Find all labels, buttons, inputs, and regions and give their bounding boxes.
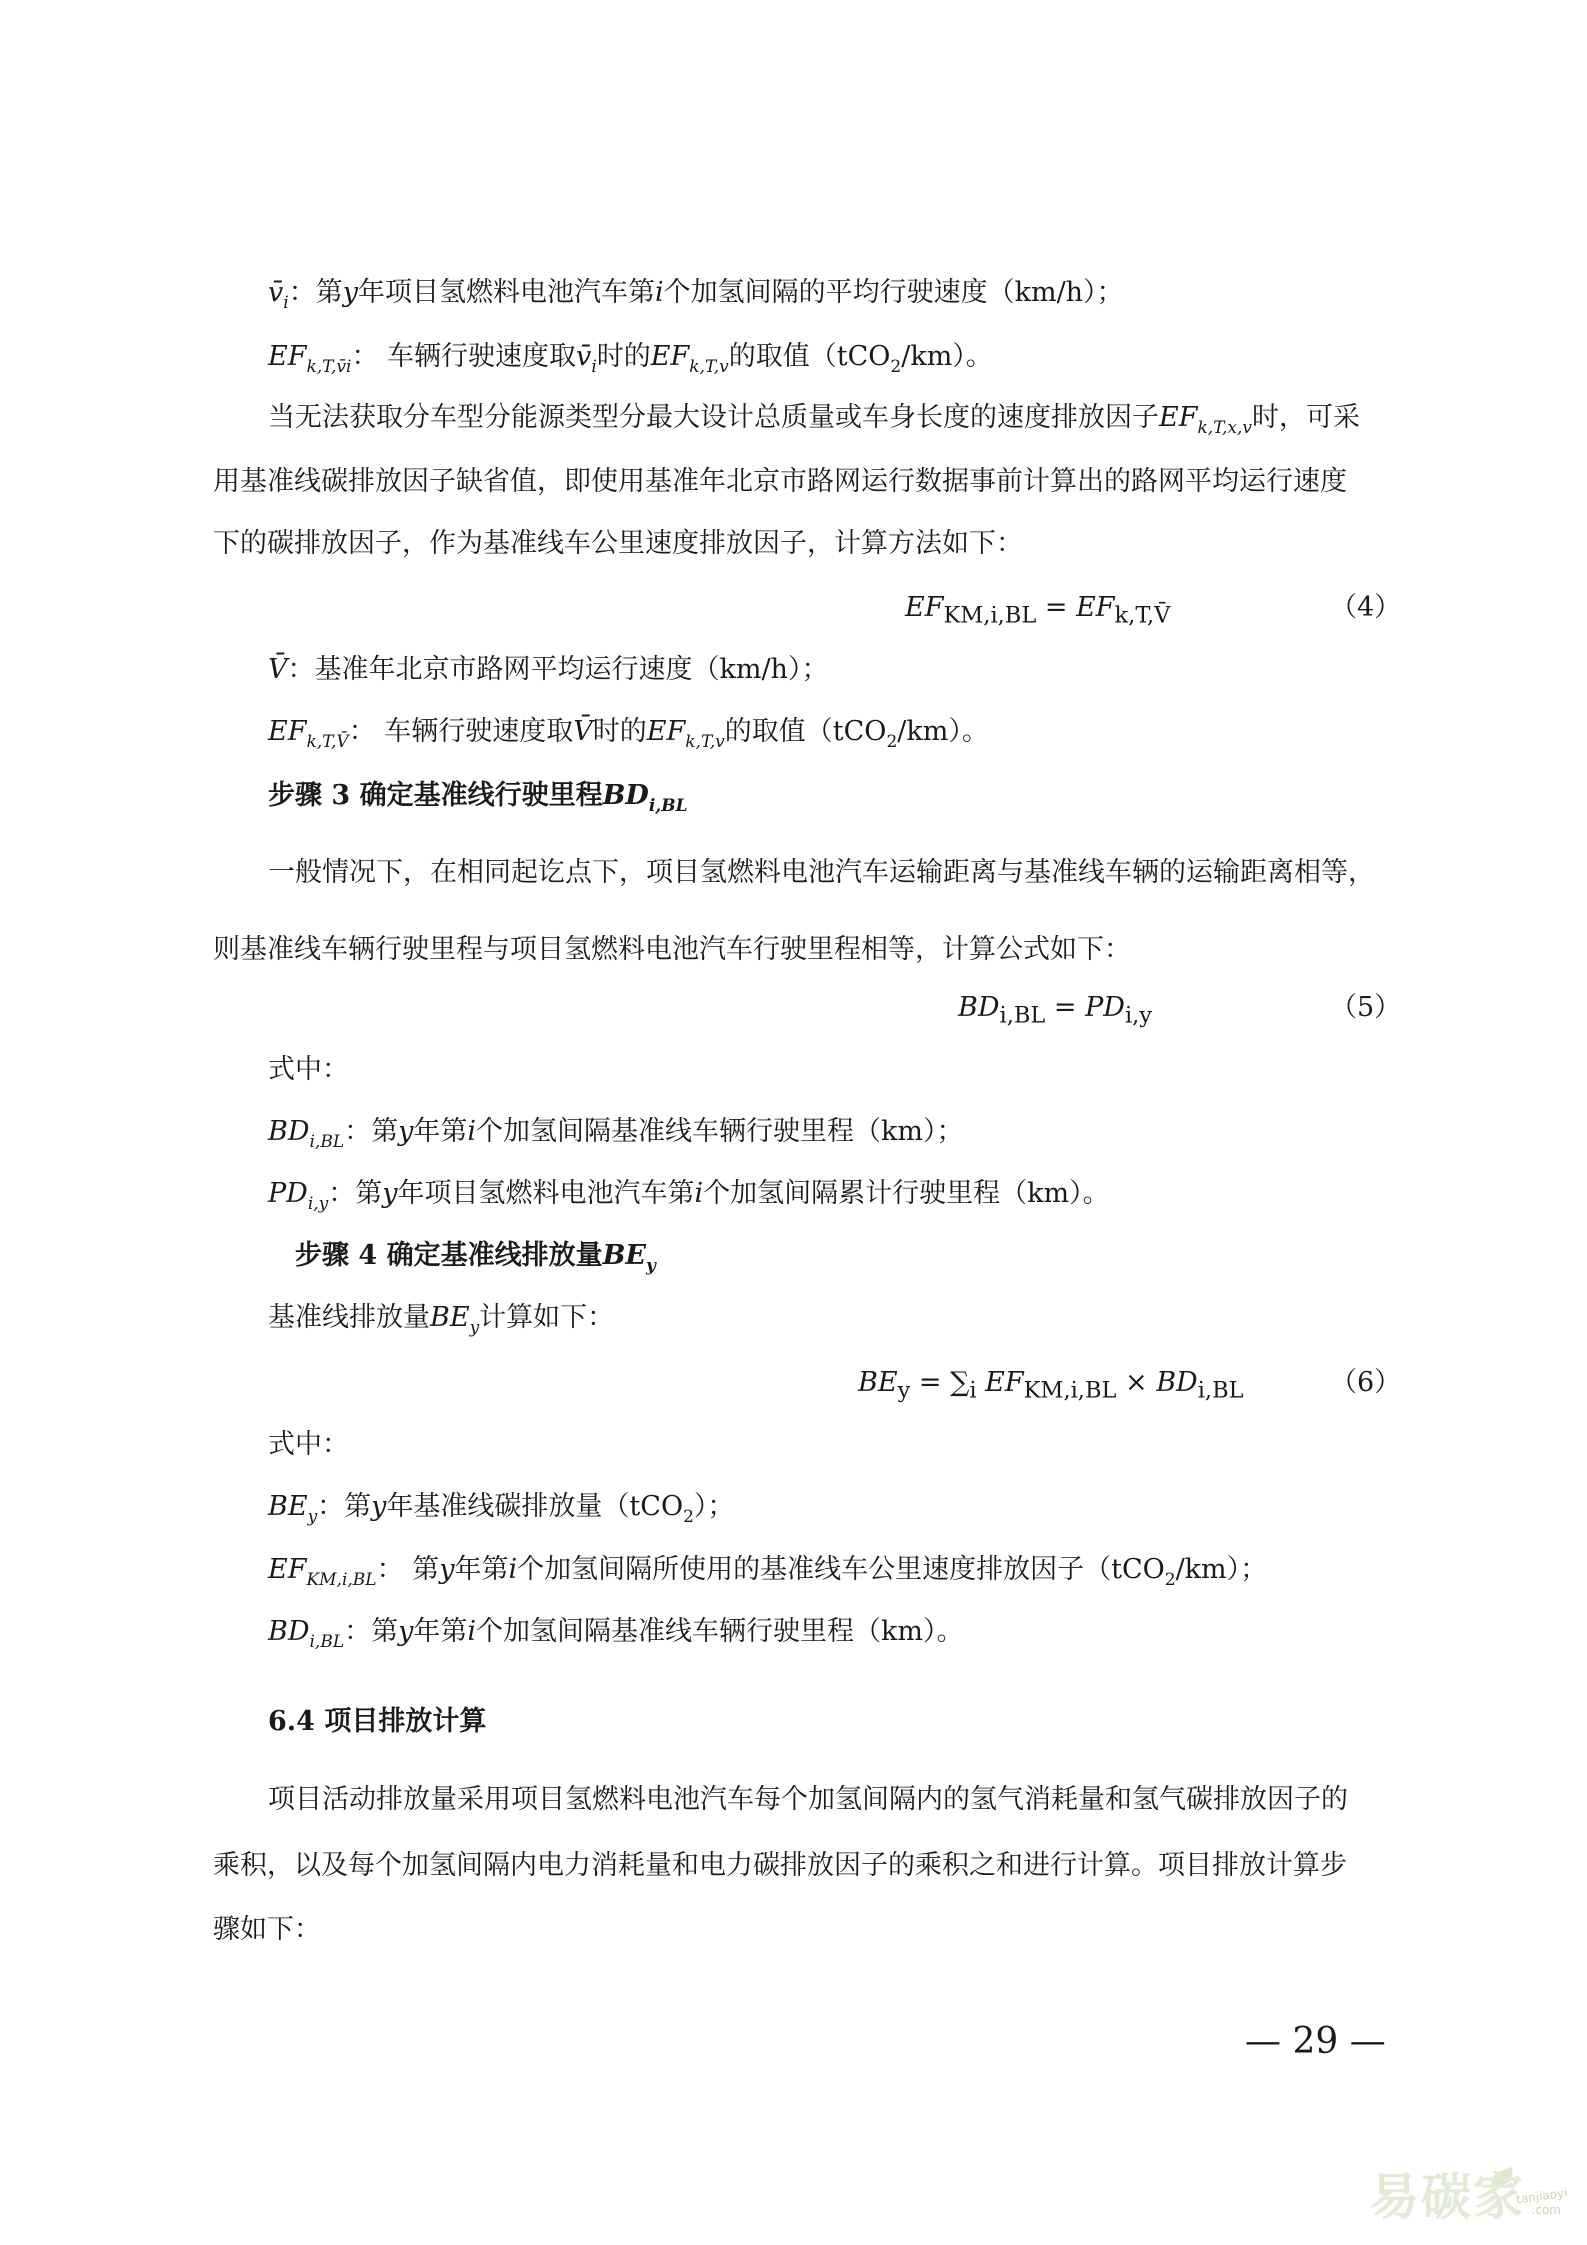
text-run: /km）。 (897, 716, 989, 747)
subscript: k,T,V̄ (306, 732, 349, 752)
math-symbol: v̄ (576, 341, 592, 372)
math-symbol: i (467, 1116, 477, 1147)
subscript: 2 (890, 357, 902, 377)
subscript: y (897, 1377, 911, 1404)
text-line (268, 398, 1360, 438)
text-run: 一般情况下，在相同起讫点下，项目氢燃料电池汽车运输距离与基准线车辆的运输距离相等， (268, 857, 1375, 888)
math-symbol: V̄ (573, 716, 593, 747)
text-line (213, 1910, 321, 1950)
text-run: 步骤 4 确定基准线排放量 (295, 1240, 603, 1271)
text-run: 时，可采 (1252, 402, 1360, 433)
subscript: i,BL (648, 796, 688, 816)
text-run: 则基准线车辆行驶里程与项目氢燃料电池汽车行驶里程相等，计算公式如下： (213, 934, 1131, 965)
section-heading (295, 1236, 656, 1276)
math-symbol: EF (985, 1367, 1024, 1398)
equation-eq4 (905, 588, 1170, 635)
text-line (268, 1550, 1267, 1590)
text-run: ： 车辆行驶速度取 (348, 716, 574, 747)
math-symbol: EF (268, 1554, 307, 1585)
math-symbol: BD (268, 1616, 310, 1647)
subscript: y (307, 1507, 318, 1527)
subscript: k,T,v̄i (306, 357, 352, 377)
math-symbol: EF (650, 341, 690, 372)
text-run: 乘积，以及每个加氢间隔内电力消耗量和电力碳排放因子的乘积之和进行计算。项目排放计算步 (213, 1850, 1347, 1881)
text-line (213, 524, 1023, 564)
math-symbol: EF (905, 592, 944, 623)
text-line (268, 1174, 1110, 1214)
text-run: 时的 (596, 341, 651, 372)
text-line (268, 1487, 734, 1527)
text-line (268, 1780, 1348, 1820)
math-symbol: BD (958, 992, 1000, 1023)
watermark-logo (1345, 2167, 1575, 2237)
text-run: 项目活动排放量采用项目氢燃料电池汽车每个加氢间隔内的氢气消耗量和氢气碳排放因子的 (268, 1784, 1348, 1815)
text-run: 年项目氢燃料电池汽车第 (397, 1178, 695, 1209)
text-line (268, 337, 993, 377)
text-line (213, 930, 1131, 970)
text-run: = (1036, 592, 1077, 623)
subscript: 2 (1164, 1570, 1176, 1590)
text-run: 的取值（tCO (728, 341, 891, 372)
text-run: 个加氢间隔基准线车辆行驶里程（km）。 (476, 1616, 964, 1647)
math-symbol: EF (268, 716, 307, 747)
math-symbol: BD (1156, 1367, 1198, 1398)
text-run: 年第 (413, 1116, 468, 1147)
math-symbol: v̄ (268, 277, 284, 308)
subscript: y (646, 1256, 656, 1276)
text-run: 个加氢间隔所使用的基准线车公里速度排放因子（tCO (517, 1554, 1165, 1585)
text-run: 个加氢间隔累计行驶里程（km）。 (703, 1178, 1110, 1209)
text-run: 个加氢间隔的平均行驶速度（km/h）； (663, 277, 1124, 308)
subscript: i,BL (1197, 1377, 1244, 1404)
subscript: i,BL (309, 1132, 345, 1152)
subscript: i,BL (999, 1002, 1046, 1029)
section-heading (268, 1702, 486, 1742)
watermark-text: 易碳家 (1369, 2168, 1525, 2226)
math-symbol: y (398, 1616, 414, 1647)
subscript: y (469, 1318, 480, 1338)
text-run: ： 第 (376, 1554, 440, 1585)
text-run: = (1045, 992, 1086, 1023)
text-line (213, 1846, 1347, 1886)
math-symbol: BE (430, 1302, 470, 1333)
text-run: = ∑ (910, 1367, 970, 1398)
text-run: ：第 (288, 277, 343, 308)
subscript: 2 (683, 1507, 694, 1527)
text-run: ：第 (344, 1616, 399, 1647)
math-symbol: y (342, 277, 358, 308)
subscript: i (591, 357, 597, 377)
math-symbol: BD (268, 1116, 310, 1147)
math-symbol: EF (268, 341, 307, 372)
subscript: k,T,V̄ (1114, 602, 1171, 629)
subscript: KM,i,BL (1023, 1377, 1117, 1404)
subscript: 2 (886, 732, 898, 752)
text-run: ：基准年北京市路网平均运行速度（km/h）； (287, 654, 829, 685)
math-symbol: y (398, 1116, 414, 1147)
watermark-url: tanjiaoyi (1514, 2185, 1568, 2207)
equation-eq6 (858, 1363, 1244, 1410)
text-run (977, 1367, 986, 1398)
text-run: 式中： (268, 1429, 349, 1460)
math-symbol: V̄ (268, 654, 288, 685)
subscript: k,T,x,v (1197, 418, 1252, 438)
text-line (268, 650, 828, 690)
text-run: ）； (693, 1491, 735, 1522)
text-run: 年基准线碳排放量（tCO (386, 1491, 684, 1522)
math-symbol: EF (1076, 592, 1115, 623)
text-run: 下的碳排放因子，作为基准线车公里速度排放因子，计算方法如下： (213, 528, 1023, 559)
math-symbol: y (371, 1491, 387, 1522)
math-symbol: BE (268, 1491, 308, 1522)
text-run: 计算如下： (479, 1302, 615, 1333)
math-symbol: BD (602, 780, 649, 811)
subscript: i,y (307, 1194, 329, 1214)
math-symbol: PD (1085, 992, 1125, 1023)
subscript: KM,i,BL (306, 1570, 377, 1590)
text-run: 年第 (454, 1554, 509, 1585)
math-symbol: EF (646, 716, 686, 747)
subscript: i (283, 293, 289, 313)
text-line (268, 1050, 349, 1090)
text-run: 骤如下： (213, 1914, 321, 1945)
text-line (268, 853, 1375, 893)
text-run: 年项目氢燃料电池汽车第 (357, 277, 655, 308)
text-run: 基准线排放量 (268, 1302, 430, 1333)
text-run: 的取值（tCO (724, 716, 887, 747)
text-run: ： 车辆行驶速度取 (351, 341, 577, 372)
text-run: 用基准线碳排放因子缺省值，即使用基准年北京市路网运行数据事前计算出的路网平均运行速度 (213, 466, 1347, 497)
subscript: k,T,v (689, 357, 729, 377)
text-run: 个加氢间隔基准线车辆行驶里程（km）； (476, 1116, 964, 1147)
text-run: 当无法获取分车型分能源类型分最大设计总质量或车身长度的速度排放因子 (268, 402, 1159, 433)
math-symbol: y (439, 1554, 455, 1585)
text-line (268, 1612, 964, 1652)
text-run: 式中： (268, 1054, 349, 1085)
text-run: × (1116, 1367, 1157, 1398)
watermark-domain: .com (1531, 2203, 1561, 2217)
text-line (268, 1298, 614, 1338)
text-line (213, 462, 1347, 502)
text-run: 步骤 3 确定基准线行驶里程 (268, 780, 603, 811)
page-number: — 29 — (1245, 2021, 1386, 2062)
subscript: i,y (1124, 1002, 1153, 1029)
math-symbol: y (382, 1178, 398, 1209)
section-heading (268, 776, 688, 816)
text-run: ：第 (328, 1178, 383, 1209)
subscript: KM,i,BL (943, 602, 1037, 629)
text-line (268, 712, 989, 752)
math-symbol: i (694, 1178, 704, 1209)
text-run: 年第 (413, 1616, 468, 1647)
math-symbol: i (508, 1554, 518, 1585)
equation-number: （6） (1330, 1367, 1402, 1398)
text-run: 6.4 项目排放计算 (268, 1706, 487, 1737)
math-symbol: i (654, 277, 664, 308)
subscript: i (969, 1377, 977, 1404)
math-symbol: EF (1159, 402, 1198, 433)
subscript: k,T,v (685, 732, 725, 752)
text-run: ：第 (317, 1491, 372, 1522)
text-run: /km）； (1175, 1554, 1268, 1585)
text-run: ：第 (344, 1116, 399, 1147)
text-line (268, 1112, 964, 1152)
equation-number: （4） (1330, 592, 1402, 623)
equation-eq5 (958, 988, 1152, 1035)
math-symbol: BE (602, 1240, 646, 1271)
math-symbol: i (467, 1616, 477, 1647)
text-run: /km）。 (901, 341, 993, 372)
subscript: i,BL (309, 1632, 345, 1652)
text-run: 时的 (592, 716, 647, 747)
equation-number: （5） (1330, 992, 1402, 1023)
math-symbol: BE (858, 1367, 898, 1398)
text-line (268, 1425, 349, 1465)
text-line (268, 273, 1124, 313)
math-symbol: PD (268, 1178, 308, 1209)
